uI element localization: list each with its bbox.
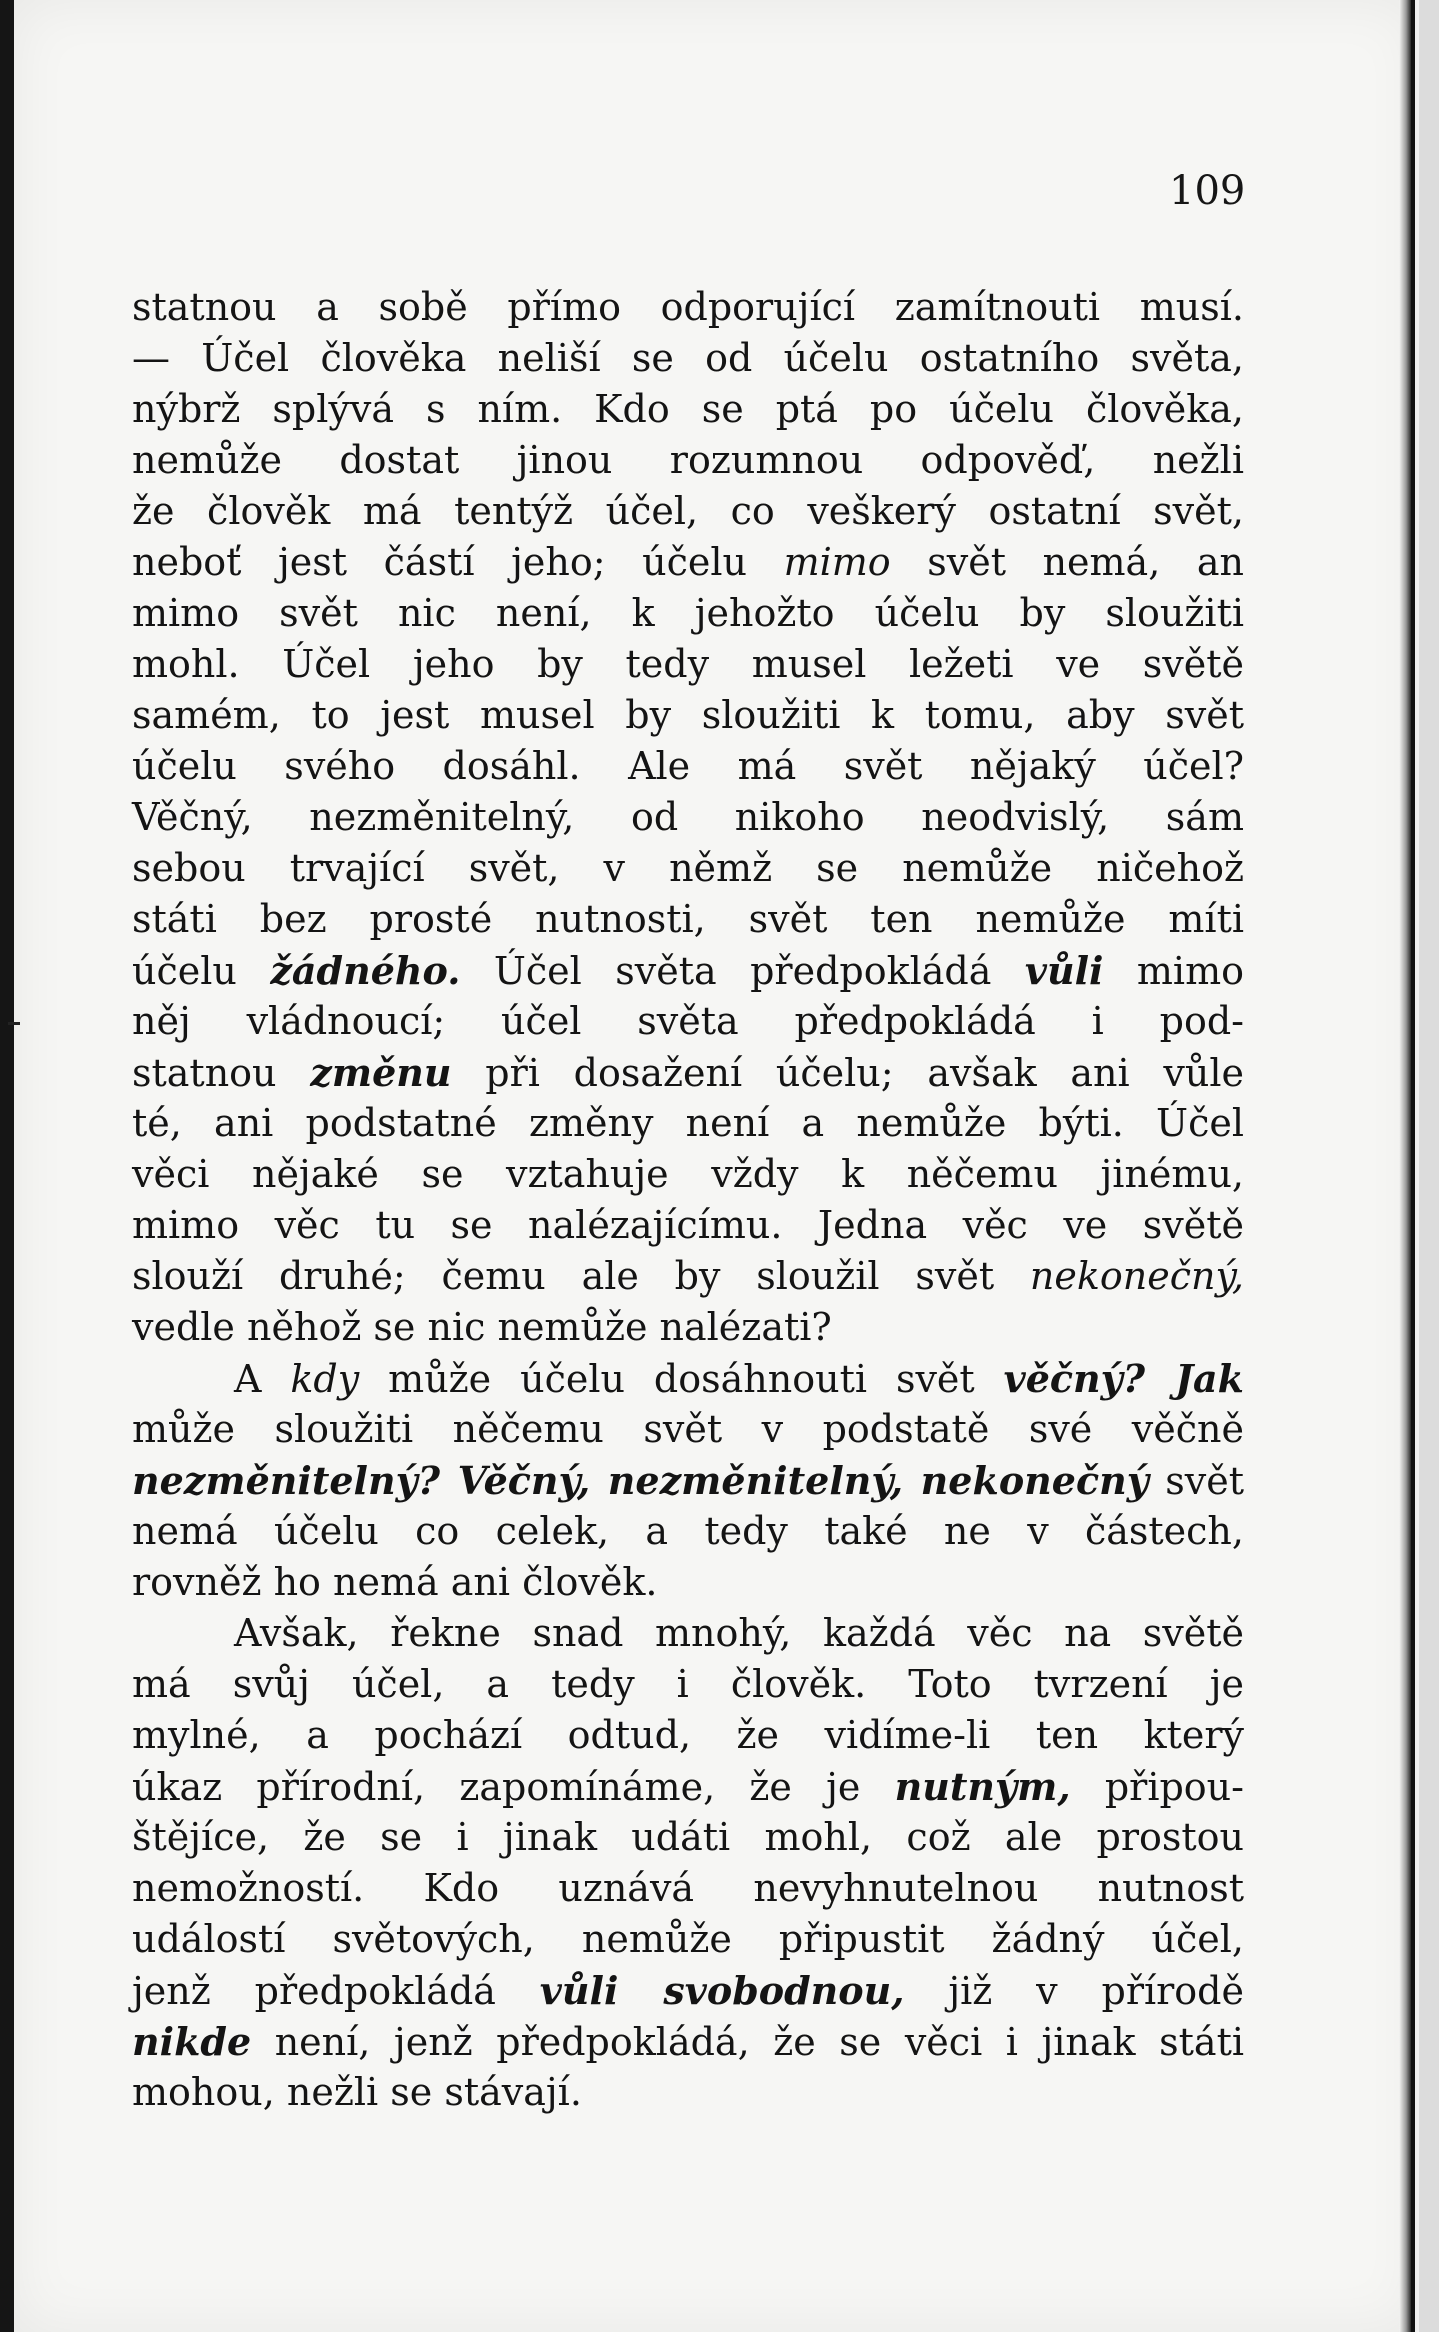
- text-line: [132, 1863, 1244, 1914]
- text-segment: statnou: [132, 1051, 311, 1095]
- text-segment: již v přírodě: [904, 1969, 1244, 2013]
- page-right-edge: [1399, 0, 1419, 2332]
- text-segment: jenž předpokládá: [132, 1969, 540, 2013]
- text-line: [132, 996, 1244, 1047]
- text-segment: věci nějaké se vztahuje vždy k něčemu jinému,: [132, 1152, 1244, 1196]
- text-segment: mimo svět nic není, k jehožto účelu by sloužiti: [132, 591, 1244, 635]
- text-segment: něj vládnoucí; účel světa předpokládá i pod-: [132, 999, 1244, 1043]
- text-segment: mohou, nežli se stávají.: [132, 2070, 582, 2114]
- emphasis-segment: nekonečný,: [1029, 1254, 1244, 1298]
- text-segment: štějíce, že se i jinak udáti mohl, což ale prostou: [132, 1815, 1244, 1859]
- text-segment: událostí světových, nemůže připustit žádný účel,: [132, 1917, 1244, 1961]
- text-line: [132, 333, 1244, 384]
- text-line: [132, 2067, 1244, 2118]
- text-segment: nemůže dostat jinou rozumnou odpověď, nežli: [132, 438, 1244, 482]
- text-segment: účelu: [132, 949, 271, 993]
- text-segment: státi bez prosté nutnosti, svět ten nemůže míti: [132, 897, 1244, 941]
- emphasis-segment: žádného.: [270, 948, 461, 993]
- text-line: [132, 282, 1244, 333]
- text-segment: může účelu dosáhnouti svět: [359, 1357, 1004, 1401]
- text-line: [132, 1098, 1244, 1149]
- text-line: [132, 1353, 1244, 1404]
- emphasis-segment: nutným,: [894, 1764, 1071, 1809]
- text-segment: úkaz přírodní, zapomínáme, že je: [132, 1765, 895, 1809]
- emphasis-segment: vůli svobodnou,: [539, 1968, 905, 2013]
- emphasis-segment: změnu: [310, 1050, 452, 1095]
- text-segment: slouží druhé; čemu ale by sloužil svět: [132, 1254, 1030, 1298]
- text-segment: samém, to jest musel by sloužiti k tomu, aby svět: [132, 693, 1244, 737]
- text-line: [132, 1047, 1244, 1098]
- text-line: [132, 1710, 1244, 1761]
- emphasis-segment: nezměnitelný? Věčný, nezměnitelný, nekonečný: [132, 1458, 1149, 1503]
- text-line: [132, 1404, 1244, 1455]
- text-line: [132, 1965, 1244, 2016]
- text-segment: mylné, a pochází odtud, že vidíme-li ten který: [132, 1713, 1244, 1757]
- emphasis-segment: mimo: [783, 540, 891, 584]
- text-line: [132, 1659, 1244, 1710]
- emphasis-segment: vůli: [1024, 948, 1104, 993]
- text-segment: mohl. Účel jeho by tedy musel ležeti ve světě: [132, 642, 1244, 686]
- text-segment: může sloužiti něčemu svět v podstatě své věčně: [132, 1407, 1244, 1451]
- page-binding-line: [1411, 0, 1415, 2332]
- emphasis-segment: nikde: [132, 2019, 252, 2064]
- text-segment: statnou a sobě přímo odporující zamítnouti musí.: [132, 285, 1244, 329]
- text-line: [132, 639, 1244, 690]
- text-segment: při dosažení účelu; avšak ani vůle: [451, 1051, 1244, 1095]
- text-segment: vedle něhož se nic nemůže nalézati?: [132, 1305, 832, 1349]
- text-line: [132, 741, 1244, 792]
- text-line: [132, 1506, 1244, 1557]
- text-segment: připou-: [1070, 1765, 1244, 1809]
- body-text: [132, 282, 1244, 2118]
- text-segment: Věčný, nezměnitelný, od nikoho neodvislý, sám: [132, 795, 1244, 839]
- text-line: [132, 1812, 1244, 1863]
- text-segment: nemožností. Kdo uznává nevyhnutelnou nutnost: [132, 1866, 1244, 1910]
- emphasis-segment: kdy: [290, 1357, 360, 1401]
- text-segment: A: [234, 1357, 291, 1401]
- text-segment: svět: [1148, 1459, 1244, 1503]
- text-line: [132, 945, 1244, 996]
- text-line: [132, 1149, 1244, 1200]
- page-number: 109: [1169, 168, 1246, 214]
- text-segment: Avšak, řekne snad mnohý, každá věc na světě: [234, 1611, 1244, 1655]
- text-segment: mimo: [1103, 949, 1244, 993]
- text-line: [132, 537, 1244, 588]
- text-line: [132, 792, 1244, 843]
- text-segment: že člověk má tentýž účel, co veškerý ostatní svět,: [132, 489, 1244, 533]
- book-page: [14, 0, 1419, 2332]
- text-segment: neboť jest částí jeho; účelu: [132, 540, 784, 584]
- text-line: [132, 1455, 1244, 1506]
- text-segment: Účel světa předpokládá: [460, 949, 1025, 993]
- text-segment: účelu svého dosáhl. Ale má svět nějaký účel?: [132, 744, 1244, 788]
- text-line: [132, 384, 1244, 435]
- text-segment: mimo věc tu se nalézajícímu. Jedna věc ve světě: [132, 1203, 1244, 1247]
- text-line: [132, 1302, 1244, 1353]
- text-line: [132, 588, 1244, 639]
- text-line: [132, 1251, 1244, 1302]
- text-line: [132, 1608, 1244, 1659]
- text-segment: rovněž ho nemá ani člověk.: [132, 1560, 658, 1604]
- text-segment: nýbrž splývá s ním. Kdo se ptá po účelu člověka,: [132, 387, 1244, 431]
- text-segment: nemá účelu co celek, a tedy také ne v částech,: [132, 1509, 1244, 1553]
- page-left-edge: [0, 0, 14, 2332]
- text-line: [132, 1914, 1244, 1965]
- margin-mark: [8, 1022, 20, 1025]
- text-line: [132, 1557, 1244, 1608]
- text-segment: svět nemá, an: [890, 540, 1245, 584]
- text-line: [132, 435, 1244, 486]
- text-line: [132, 894, 1244, 945]
- text-segment: není, jenž předpokládá, že se věci i jinak státi: [251, 2020, 1244, 2064]
- emphasis-segment: věčný? Jak: [1003, 1356, 1244, 1401]
- text-line: [132, 843, 1244, 894]
- text-line: [132, 486, 1244, 537]
- text-line: [132, 1761, 1244, 1812]
- text-line: [132, 1200, 1244, 1251]
- text-line: [132, 690, 1244, 741]
- text-segment: té, ani podstatné změny není a nemůže býti. Účel: [132, 1101, 1244, 1145]
- text-line: [132, 2016, 1244, 2067]
- text-segment: má svůj účel, a tedy i člověk. Toto tvrzení je: [132, 1662, 1244, 1706]
- text-segment: sebou trvající svět, v němž se nemůže ničehož: [132, 846, 1244, 890]
- text-segment: — Účel člověka neliší se od účelu ostatního světa,: [132, 336, 1244, 380]
